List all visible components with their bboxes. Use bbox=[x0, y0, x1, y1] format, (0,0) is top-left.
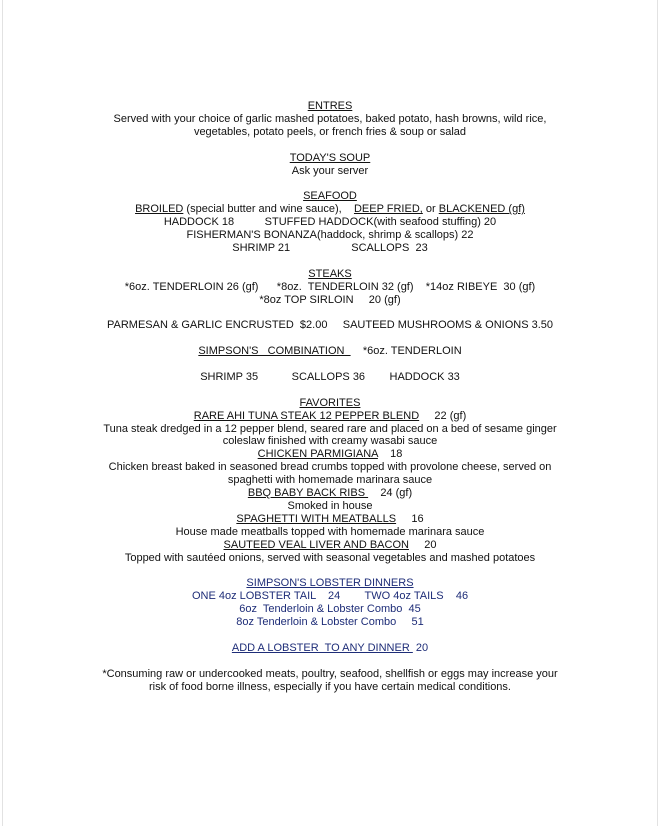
favorite-item-description: Tuna steak dredged in a 12 pepper blend, seared rare and placed on a bed of sesame ginger bbox=[103, 422, 557, 435]
entres-description-line2: vegetables, potato peels, or french fries & soup or salad bbox=[193, 125, 467, 138]
soup-heading: TODAY'S SOUP bbox=[289, 151, 371, 164]
favorite-item-price: 18 bbox=[377, 448, 403, 461]
favorite-item-name: SPAGHETTI WITH MEATBALLS bbox=[236, 512, 397, 525]
disclaimer-line2: risk of food borne illness, especially if you have certain medical conditions. bbox=[149, 680, 511, 693]
favorite-item-chicken bbox=[3, 448, 657, 461]
add-lobster-label: ADD A LOBSTER TO ANY DINNER bbox=[231, 641, 413, 654]
favorite-item-price: 20 bbox=[408, 538, 437, 551]
combination-steak: *6oz. TENDERLOIN bbox=[350, 345, 462, 358]
favorite-item-description: Chicken breast baked in seasoned bread crumbs topped with provolone cheese, served on bbox=[108, 461, 552, 474]
combination-heading: SIMPSON'S COMBINATION bbox=[198, 345, 351, 358]
menu-content bbox=[3, 100, 657, 694]
lobster-heading: SIMPSON'S LOBSTER DINNERS bbox=[246, 577, 414, 590]
lobster-row1: ONE 4oz LOBSTER TAIL 24 TWO 4oz TAILS 46 bbox=[191, 590, 469, 603]
favorites-heading: FAVORITES bbox=[299, 396, 361, 409]
favorite-item-name: CHICKEN PARMIGIANA bbox=[257, 448, 378, 461]
steaks-heading: STEAKS bbox=[308, 267, 352, 280]
favorite-item-description: Topped with sautéed onions, served with seasonal vegetables and mashed potatoes bbox=[124, 551, 536, 564]
favorite-item-price: 16 bbox=[396, 512, 424, 525]
steaks-addons: PARMESAN & GARLIC ENCRUSTED $2.00 SAUTEED MUSHROOMS & ONIONS 3.50 bbox=[106, 319, 553, 332]
disclaimer-line1: *Consuming raw or undercooked meats, poultry, seafood, shellfish or eggs may increase your bbox=[102, 667, 558, 680]
seafood-row2: FISHERMAN'S BONANZA(haddock, shrimp & scallops) 22 bbox=[186, 229, 474, 242]
favorite-item-description: Smoked in house bbox=[287, 499, 373, 512]
menu-page bbox=[2, 0, 658, 826]
steaks-row1: *6oz. TENDERLOIN 26 (gf) *8oz. TENDERLOIN 32 (gf) *14oz RIBEYE 30 (gf) bbox=[124, 280, 536, 293]
entres-heading: ENTRES bbox=[307, 100, 353, 112]
favorite-item-name: BBQ BABY BACK RIBS bbox=[247, 487, 369, 500]
broiled-label: BROILED bbox=[135, 203, 184, 216]
add-lobster-price: 20 bbox=[412, 641, 429, 654]
favorite-item-description: coleslaw finished with creamy wasabi sauce bbox=[222, 435, 438, 448]
favorite-item-name: RARE AHI TUNA STEAK 12 PEPPER BLEND bbox=[193, 409, 420, 422]
lobster-row2: 6oz Tenderloin & Lobster Combo 45 bbox=[239, 603, 421, 616]
seafood-heading: SEAFOOD bbox=[303, 190, 357, 203]
combination-line bbox=[3, 345, 657, 358]
entres-description-line1: Served with your choice of garlic mashed potatoes, baked potato, hash browns, wild rice, bbox=[113, 112, 547, 125]
favorite-item-price: 24 (gf) bbox=[368, 487, 413, 500]
or-text: or bbox=[422, 203, 439, 216]
favorite-item-ribs bbox=[3, 487, 657, 500]
favorite-item-price: 22 (gf) bbox=[419, 409, 467, 422]
blackened-label: BLACKENED (gf) bbox=[438, 203, 525, 216]
steaks-row2: *8oz TOP SIRLOIN 20 (gf) bbox=[259, 293, 401, 306]
deep-fried-label: DEEP FRIED, bbox=[353, 203, 423, 216]
add-lobster-line bbox=[3, 642, 657, 655]
favorite-item-name: SAUTEED VEAL LIVER AND BACON bbox=[223, 538, 409, 551]
favorite-item-tuna bbox=[3, 410, 657, 423]
combination-options: SHRIMP 35 SCALLOPS 36 HADDOCK 33 bbox=[200, 370, 460, 383]
favorite-item-description: House made meatballs topped with homemade marinara sauce bbox=[175, 525, 485, 538]
favorite-item-spaghetti bbox=[3, 513, 657, 526]
soup-text: Ask your server bbox=[291, 164, 369, 177]
favorite-item-veal bbox=[3, 539, 657, 552]
seafood-row1: HADDOCK 18 STUFFED HADDOCK(with seafood stuffing) 20 bbox=[163, 216, 497, 229]
seafood-preparation bbox=[3, 203, 657, 216]
broiled-note: (special butter and wine sauce), bbox=[183, 203, 354, 216]
seafood-row3: SHRIMP 21 SCALLOPS 23 bbox=[232, 241, 428, 254]
favorite-item-description: spaghetti with homemade marinara sauce bbox=[227, 474, 433, 487]
lobster-row3: 8oz Tenderloin & Lobster Combo 51 bbox=[236, 616, 424, 629]
